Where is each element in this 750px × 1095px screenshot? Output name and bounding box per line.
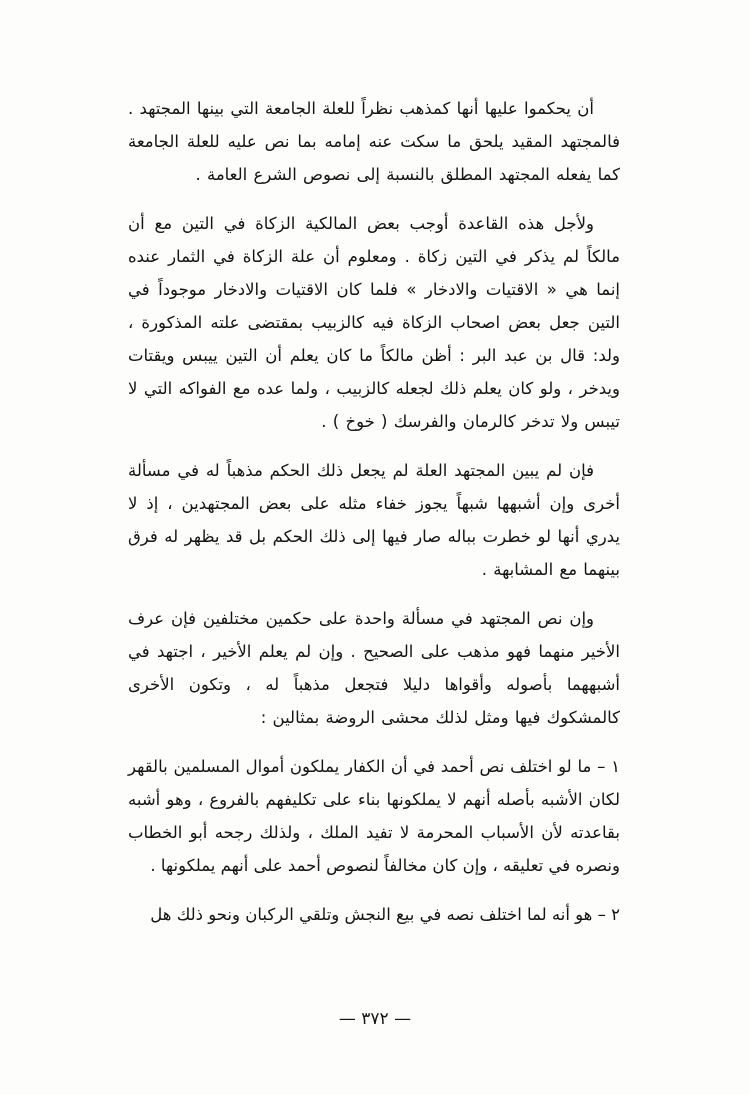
paragraph-3: فإن لم يبين المجتهد العلة لم يجعل ذلك الحكم مذهباً له في مسألة أخرى وإن أشبهها شبهاً يجوز خفاء مثله على بعض المجتهدين ، إذ لا يدري أنها لو خطرت بباله صار فيها إلى ذلك الحكم بل قد يظهر له فرق بينهما مع المشابهة . [128, 461, 620, 579]
paragraph-1: أن يحكموا عليها أنها كمذهب نظراً للعلة الجامعة التي بينها المجتهد . فالمجتهد المقيد يلحق ما سكت عنه إمامه بما نص عليه للعلة الجامعة كما يفعله المجتهد المطلق بالنسبة إلى نصوص الشرع العامة . [128, 99, 620, 184]
page-number: — ٣٧٢ — [338, 1009, 412, 1029]
paragraph-2: ولأجل هذه القاعدة أوجب بعض المالكية الزكاة في التين مع أن مالكاً لم يذكر في التين زكاة . ومعلوم أن علة الزكاة في الثمار عنده إنما هي « الاقتيات والادخار » فلما كان الاقتيات والادخار موجوداً في التين جعل بعض اصحاب الزكاة فيه كالزبيب بمقتضى علته المذكورة ، ولد: قال بن عبد البر : أظن مالكاً ما كان يعلم أن التين ييبس ويقتات ويدخر ، ولو كان يعلم ذلك لجعله كالزبيب ، ولما عده مع الفواكه التي لا تيبس ولا تدخر كالرمان والفرسك ( خوخ ) . [128, 214, 620, 431]
body-text [128, 92, 620, 947]
numbered-item-2: ٢ – هو أنه لما اختلف نصه في بيع النجش وتلقي الركبان ونحو ذلك هل [150, 905, 620, 924]
page-footer [0, 1009, 750, 1029]
numbered-item-1: ١ – ما لو اختلف نص أحمد في أن الكفار يملكون أموال المسلمين بالقهر لكان الأشبه بأصله أنهم لا يملكونها بناء على تكليفهم بالفروع ، وهو أشبه بقاعدته لأن الأسباب المحرمة لا تفيد الملك ، ولذلك رجحه أبو الخطاب ونصره في تعليقه ، وإن كان مخالفاً لنصوص أحمد على أنهم يملكونها . [128, 757, 620, 875]
paragraph-4: وإن نص المجتهد في مسألة واحدة على حكمين مختلفين فإن عرف الأخير منهما فهو مذهب على الصحيح . وإن لم يعلم الأخير ، اجتهد في أشبههما بأصوله وأقواها دليلا فتجعل مذهباً له ، وتكون الأخرى كالمشكوك فيها ومثل لذلك محشى الروضة بمثالين : [128, 609, 620, 727]
